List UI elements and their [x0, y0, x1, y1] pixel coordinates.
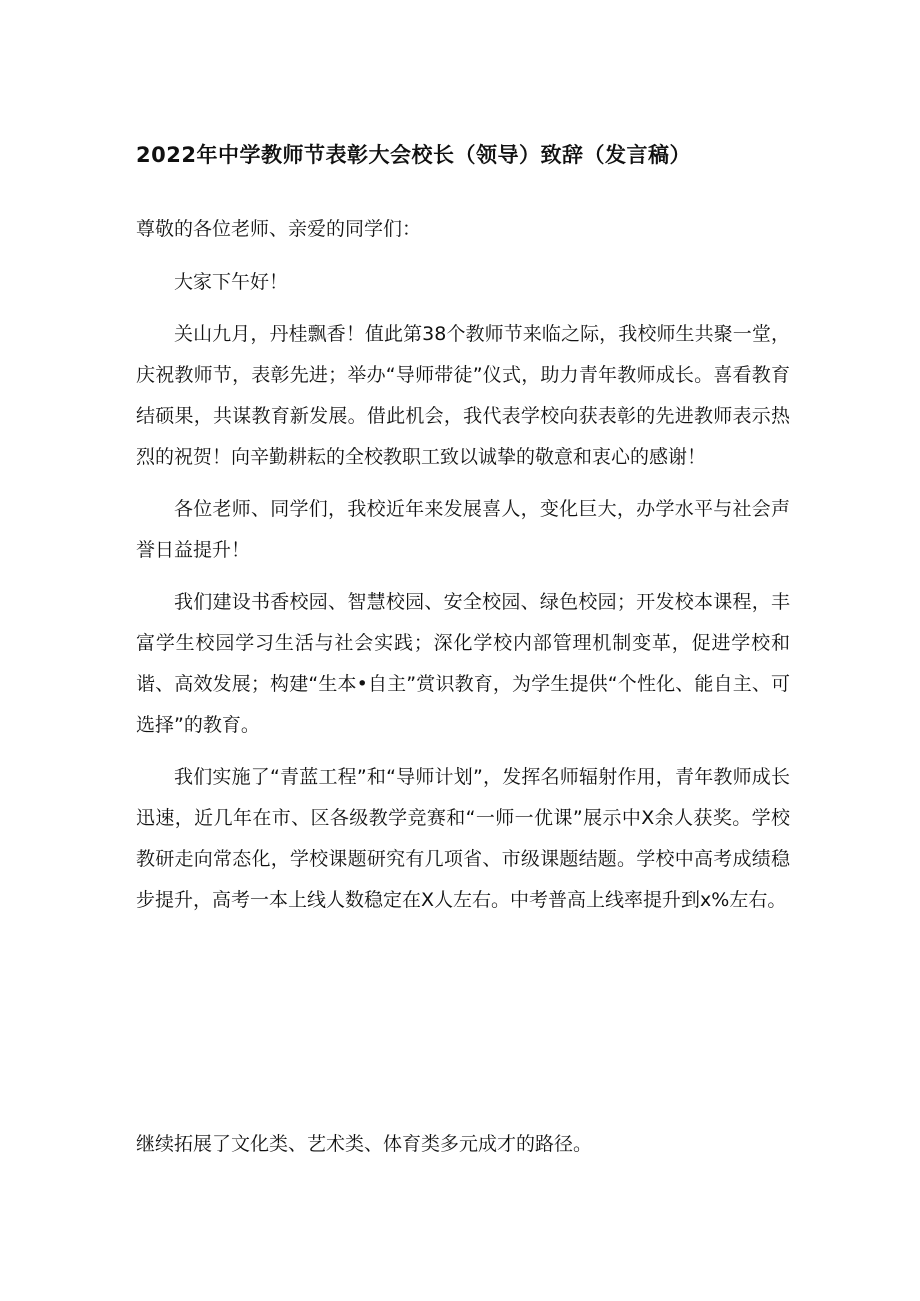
document-title: 2022年中学教师节表彰大会校长（领导）致辞（发言稿） — [136, 143, 691, 167]
paragraph-opening: 关山九月，丹桂飘香！值此第38个教师节来临之际，我校师生共聚一堂，庆祝教师节，表彰先进；举办“导师带徒”仪式，助力青年教师成长。喜看教育结硕果，共谋教育新发展。借此机会，我代表学校向获表彰的先进教师表示热烈的祝贺！向辛勤耕耘的全校教职工致以诚挚的敬意和衷心的感谢！ — [136, 323, 790, 468]
paragraph-greeting: 大家下午好！ — [174, 271, 289, 293]
paragraph-campus-building: 我们建设书香校园、智慧校园、安全校园、绿色校园；开发校本课程，丰富学生校园学习生活与社会实践；深化学校内部管理机制变革，促进学校和谐、高效发展；构建“生本•自主”赏识教育，为学生提供“个性化、能自主、可选择”的教育。 — [136, 591, 790, 736]
document-body — [136, 262, 790, 932]
paragraph-final-line: 继续拓展了文化类、艺术类、体育类多元成才的路径。 — [136, 1133, 593, 1155]
paragraph-development: 各位老师、同学们，我校近年来发展喜人，变化巨大，办学水平与社会声誉日益提升！ — [136, 498, 790, 561]
paragraph-teacher-growth: 我们实施了“青蓝工程”和“导师计划”，发挥名师辐射作用，青年教师成长迅速，近几年在市、区各级教学竞赛和“一师一优课”展示中X余人获奖。学校教研走向常态化，学校课题研究有几项省、市级课题结题。学校中高考成绩稳步提升，高考一本上线人数稳定在X人左右。中考普高上线率提升到x%左右。 — [136, 766, 790, 911]
salutation: 尊敬的各位老师、亲爱的同学们： — [136, 218, 422, 240]
